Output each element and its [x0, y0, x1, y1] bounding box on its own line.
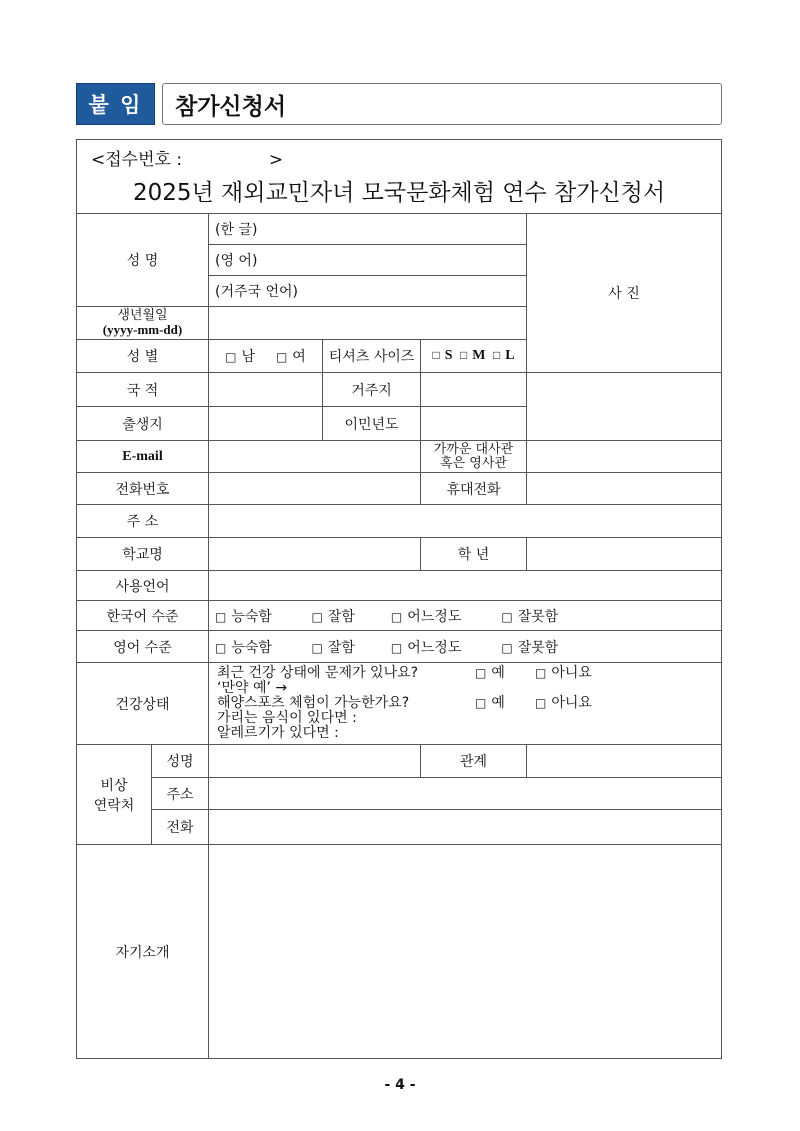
- health-allergy[interactable]: 알레르기가 있다면 :: [217, 725, 339, 741]
- intro-field[interactable]: [209, 845, 722, 1059]
- tshirt-options: [421, 340, 527, 373]
- level-option-label: 어느정도: [407, 639, 462, 656]
- gender-male-label: 남: [241, 349, 256, 365]
- name-korean-label: (한 글): [215, 222, 258, 238]
- document-title: 2025년 재외교민자녀 모국문화체험 연수 참가신청서: [77, 170, 722, 214]
- emergency-address-label: 주소: [152, 778, 209, 810]
- gender-female-option[interactable]: [276, 346, 306, 366]
- school-label: 학교명: [77, 538, 209, 571]
- english-level-option[interactable]: [215, 637, 307, 657]
- residence-label: 거주지: [323, 373, 421, 407]
- checkbox-icon[interactable]: □: [535, 666, 547, 680]
- emergency-label-line2: 연락처: [93, 797, 135, 814]
- grade-field[interactable]: [527, 538, 722, 571]
- health-question-1: 최근 건강 상태에 문제가 있나요?: [217, 665, 419, 681]
- level-option-label: 잘함: [327, 608, 355, 625]
- checkbox-icon[interactable]: □: [390, 609, 403, 624]
- photo-box[interactable]: [527, 214, 722, 373]
- emergency-phone-label: 전화: [152, 810, 209, 845]
- size-l-label[interactable]: L: [505, 348, 515, 363]
- immigration-year-label: 이민년도: [323, 407, 421, 441]
- english-level-options: [209, 631, 722, 663]
- level-option-label: 잘못함: [517, 639, 559, 656]
- birthplace-field[interactable]: [209, 407, 323, 441]
- checkbox-icon[interactable]: □: [501, 609, 513, 624]
- health-food[interactable]: 가리는 음식이 있다면 :: [217, 710, 357, 726]
- yes-label: 예: [491, 665, 505, 681]
- health-q2-no[interactable]: [535, 696, 592, 711]
- school-field[interactable]: [209, 538, 421, 571]
- tshirt-label: 티셔츠 사이즈: [323, 340, 421, 373]
- checkbox-icon[interactable]: □: [311, 609, 323, 624]
- level-option-label: 잘못함: [517, 608, 559, 625]
- emergency-contact-label: [77, 745, 152, 845]
- korean-level-options: [209, 601, 722, 631]
- name-label: 성 명: [77, 214, 209, 307]
- checkbox-icon[interactable]: □: [475, 696, 487, 710]
- checkbox-icon[interactable]: □: [501, 640, 513, 655]
- nationality-label: 국 적: [77, 373, 209, 407]
- health-section: [209, 663, 722, 745]
- gender-label: 성 별: [77, 340, 209, 373]
- health-q1-no[interactable]: [535, 666, 592, 681]
- gender-options: [209, 340, 323, 373]
- checkbox-icon[interactable]: □: [390, 640, 403, 655]
- consulate-label: [421, 441, 527, 473]
- mobile-label: 휴대전화: [421, 473, 527, 505]
- level-option-label: 잘함: [327, 639, 355, 656]
- health-if-yes: ‘만약 예’ →: [217, 680, 288, 696]
- birthplace-label: 출생지: [77, 407, 209, 441]
- english-level-label: 영어 수준: [77, 631, 209, 663]
- birth-format: (yyyy-mm-dd): [102, 322, 183, 337]
- application-form: [76, 139, 722, 1059]
- checkbox-icon[interactable]: □: [311, 640, 323, 655]
- size-s-label[interactable]: S: [444, 348, 453, 363]
- registration-number-row: [77, 140, 722, 171]
- english-level-option[interactable]: [391, 637, 497, 657]
- checkbox-icon[interactable]: □: [492, 348, 501, 362]
- gender-female-label: 여: [292, 349, 306, 365]
- emergency-relation-field[interactable]: [527, 745, 722, 778]
- email-field[interactable]: [209, 441, 421, 473]
- immigration-year-field[interactable]: [421, 407, 527, 441]
- health-question-2: 해양스포츠 체험이 가능한가요?: [217, 695, 410, 711]
- residence-field[interactable]: [421, 373, 527, 407]
- gender-male-option[interactable]: [225, 346, 255, 366]
- nationality-field[interactable]: [209, 373, 323, 407]
- emergency-phone-field[interactable]: [209, 810, 722, 845]
- intro-label: 자기소개: [77, 845, 209, 1059]
- checkbox-icon[interactable]: □: [215, 640, 227, 655]
- consulate-label-line2: 혹은 영사관: [440, 455, 507, 471]
- level-option-label: 어느정도: [407, 608, 462, 625]
- yes-label: 예: [491, 695, 505, 711]
- checkbox-icon[interactable]: □: [535, 696, 547, 710]
- emergency-label-line1: 비상: [100, 777, 128, 794]
- consulate-field[interactable]: [527, 441, 722, 473]
- size-m-label[interactable]: M: [472, 348, 486, 363]
- emergency-name-label: 성명: [152, 745, 209, 778]
- english-level-option[interactable]: [501, 637, 558, 657]
- address-label: 주 소: [77, 505, 209, 538]
- name-native-label: (거주국 언어): [215, 284, 298, 300]
- checkbox-icon[interactable]: □: [475, 666, 487, 680]
- language-label: 사용언어: [77, 571, 209, 601]
- no-label: 아니요: [551, 695, 592, 711]
- mobile-field[interactable]: [527, 473, 722, 505]
- checkbox-icon[interactable]: □: [275, 350, 288, 364]
- name-english-label: (영 어): [215, 253, 258, 269]
- name-native-field[interactable]: [209, 276, 527, 307]
- korean-level-option[interactable]: [501, 606, 558, 626]
- address-field[interactable]: [209, 505, 722, 538]
- phone-label: 전화번호: [77, 473, 209, 505]
- consulate-label-line1: 가까운 대사관: [433, 441, 514, 457]
- korean-level-option[interactable]: [215, 606, 307, 626]
- birth-label-cell: [77, 307, 209, 340]
- korean-level-option[interactable]: [311, 606, 386, 626]
- checkbox-icon[interactable]: □: [215, 609, 227, 624]
- health-q2-yes[interactable]: [475, 696, 535, 711]
- photo-area-extension: [527, 373, 722, 441]
- checkbox-icon[interactable]: □: [432, 348, 440, 362]
- page-title: 참가신청서: [162, 83, 722, 125]
- checkbox-icon[interactable]: □: [459, 348, 468, 362]
- language-field[interactable]: [209, 571, 722, 601]
- level-option-label: 능숙함: [231, 639, 272, 656]
- phone-field[interactable]: [209, 473, 421, 505]
- no-label: 아니요: [551, 665, 592, 681]
- emergency-relation-label: 관계: [421, 745, 527, 778]
- level-option-label: 능숙함: [231, 608, 272, 625]
- korean-level-label: 한국어 수준: [77, 601, 209, 631]
- grade-label: 학 년: [421, 538, 527, 571]
- health-q1-yes[interactable]: [475, 666, 535, 681]
- health-label: 건강상태: [77, 663, 209, 745]
- emergency-address-field[interactable]: [209, 778, 722, 810]
- registration-close: >: [268, 150, 284, 170]
- name-korean-field[interactable]: [209, 214, 527, 245]
- name-english-field[interactable]: [209, 245, 527, 276]
- page-number: - 4 -: [384, 1077, 416, 1093]
- attachment-badge: 붙 임: [76, 83, 155, 125]
- birth-label: 생년월일: [117, 308, 168, 323]
- korean-level-option[interactable]: [391, 606, 497, 626]
- registration-label: <접수번호 :: [91, 150, 183, 170]
- english-level-option[interactable]: [311, 637, 386, 657]
- birth-field[interactable]: [209, 307, 527, 340]
- checkbox-icon[interactable]: □: [225, 350, 237, 364]
- emergency-name-field[interactable]: [209, 745, 421, 778]
- email-label: E-mail: [77, 441, 209, 473]
- photo-label: 사 진: [608, 286, 640, 302]
